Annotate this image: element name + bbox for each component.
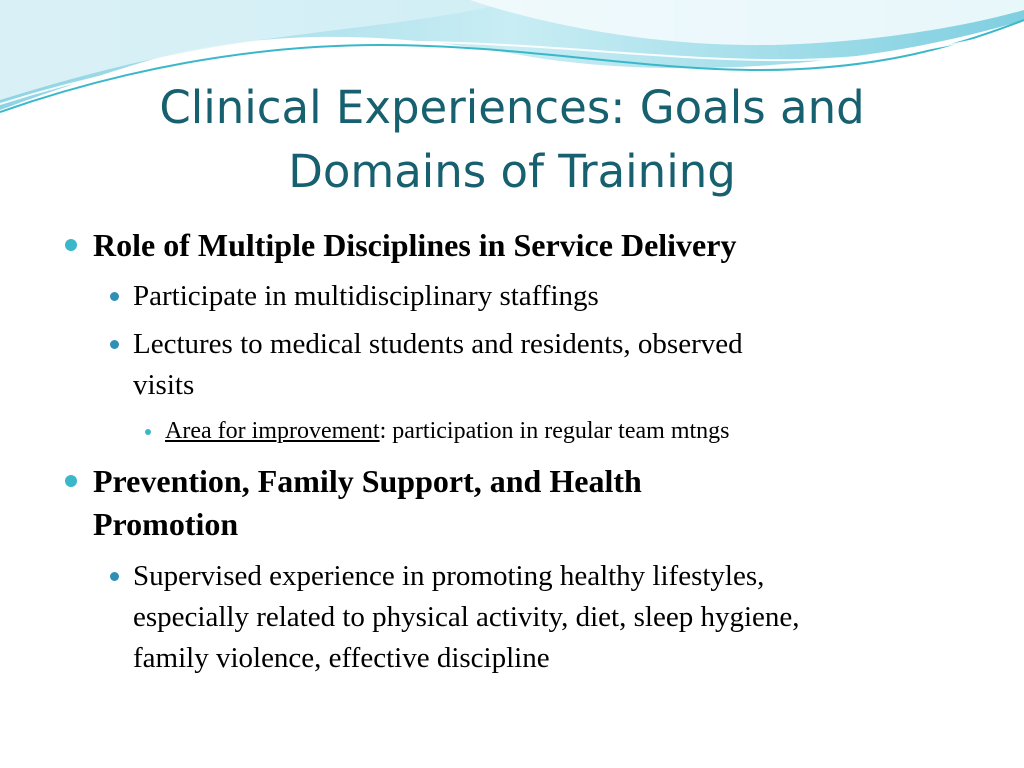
bullet-text-line-3: family violence, effective discipline [133,642,550,674]
bullet-text-line-1: Supervised experience in promoting healthy lifestyles, [133,560,765,592]
bullet-participate [133,276,993,317]
bullet-lectures [133,324,993,406]
bullet-dot-icon [65,475,77,487]
bullet-text: Participate in multidisciplinary staffings [133,280,599,312]
title-line-2: Domains of Training [288,145,736,198]
bullet-text: : participation in regular team mtngs [379,418,730,444]
bullet-dot-icon [110,292,119,301]
bullet-role-of-multiple-disciplines [93,224,993,267]
bullet-dot-icon [110,340,119,349]
bullet-text: Role of Multiple Disciplines in Service Delivery [93,227,737,263]
slide-title [0,76,1024,204]
bullet-prevention-family-support [93,460,993,546]
bullet-dot-icon [110,572,119,581]
bullet-area-for-improvement [165,414,995,448]
bullet-supervised-experience [133,556,1003,679]
bullet-text-line-2: especially related to physical activity, diet, sleep hygiene, [133,601,800,633]
bullet-underlined-text: Area for improvement [165,418,380,444]
bullet-text-line-2: Promotion [93,506,239,542]
title-line-1: Clinical Experiences: Goals and [159,81,865,134]
bullet-dot-icon [65,239,77,251]
bullet-text-line-1: Prevention, Family Support, and Health [93,463,642,499]
bullet-text-line-2: visits [133,369,195,401]
bullet-text-line-1: Lectures to medical students and residents, observed [133,328,743,360]
bullet-dot-icon [145,429,151,435]
